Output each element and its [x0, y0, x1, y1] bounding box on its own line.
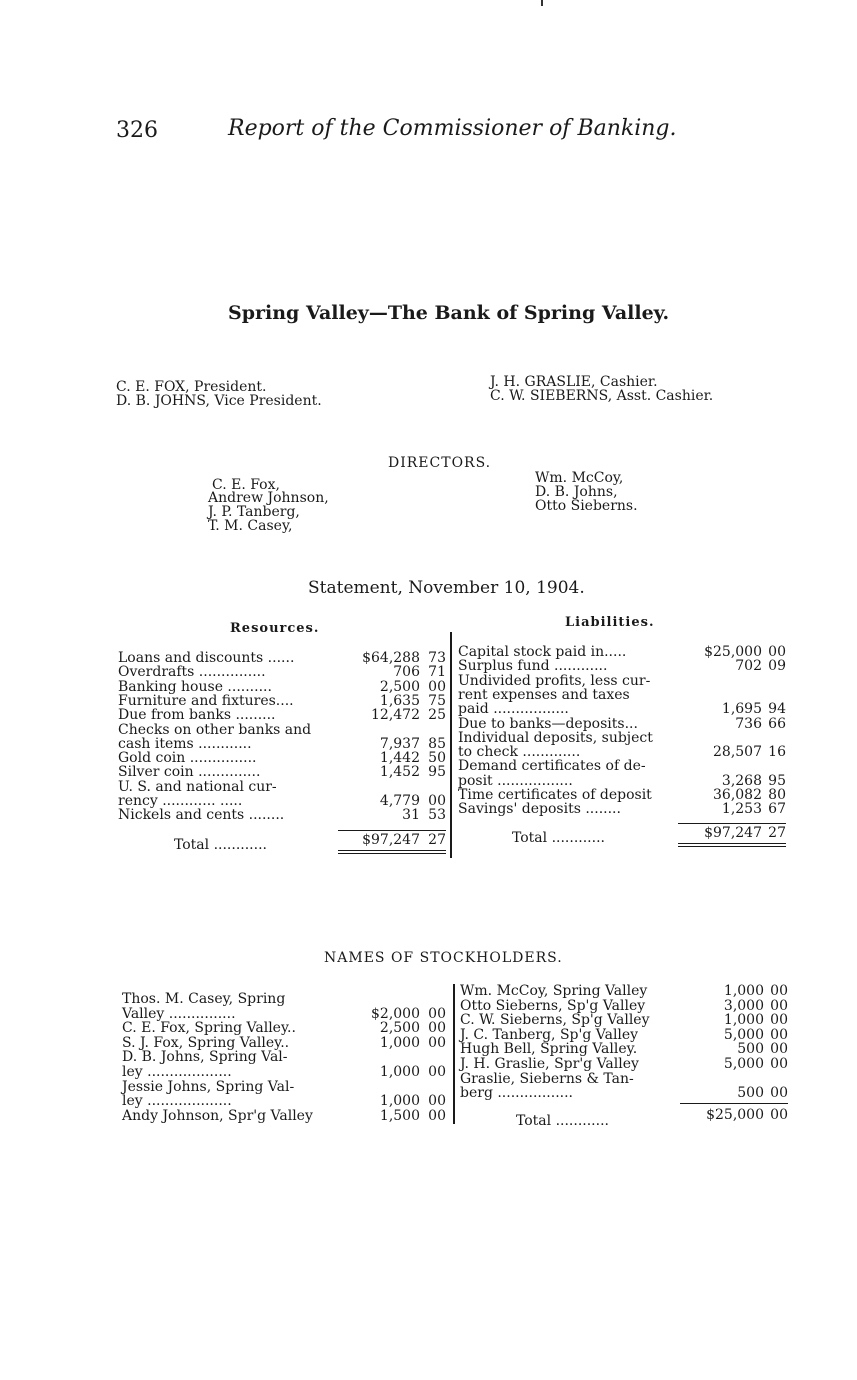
- stockholder-row-dollars: 1,500: [379, 1107, 420, 1124]
- resources-row-cents: 75: [428, 692, 446, 709]
- resources-total-dollars: $97,247: [362, 832, 420, 848]
- resources-row-cents: 73: [428, 650, 446, 666]
- liabilities-row-dollars: 702: [735, 658, 762, 675]
- resources-row-label: cash items ............: [118, 735, 252, 752]
- liabilities-row-label: Capital stock paid in.....: [458, 644, 627, 660]
- liabilities-row-label: Surplus fund ............: [458, 658, 608, 675]
- top-margin-mark: [541, 0, 543, 6]
- liabilities-row-cents: 00: [768, 644, 786, 660]
- resources-total-label: Total ............: [174, 837, 267, 853]
- resources-row-cents: 25: [428, 707, 446, 724]
- stockholders-heading: NAMES OF STOCKHOLDERS.: [324, 950, 563, 966]
- stockholder-row-dollars: 1,000: [723, 983, 764, 999]
- resources-row-dollars: 2,500: [379, 678, 420, 695]
- stockholder-row-dollars: 5,000: [723, 1026, 764, 1043]
- liabilities-row-dollars: $25,000: [704, 644, 762, 660]
- director-name: Andrew Johnson,: [208, 490, 329, 506]
- liabilities-total-rule: [678, 846, 786, 847]
- stockholder-row-dollars: 2,500: [379, 1020, 420, 1037]
- stockholder-row-dollars: $2,000: [371, 1005, 420, 1022]
- resources-total-cents: 27: [428, 832, 446, 848]
- liabilities-row-dollars: 1,253: [721, 801, 762, 818]
- liabilities-row-label: Undivided profits, less cur-: [458, 672, 651, 689]
- stockholders-total-rule: [680, 1103, 788, 1104]
- resources-row-dollars: 1,442: [379, 750, 420, 767]
- liabilities-row-cents: 09: [768, 658, 786, 675]
- stockholder-row-label: Otto Sieberns, Sp'g Valley: [460, 997, 646, 1014]
- stockholder-row-label: ley ...................: [122, 1093, 232, 1110]
- director-name: Wm. McCoy,: [535, 470, 624, 486]
- stockholder-row-label: Valley ...............: [122, 1005, 236, 1022]
- resources-row-cents: 00: [428, 678, 446, 695]
- resources-row-cents: 00: [428, 793, 446, 809]
- stockholder-row-label: C. E. Fox, Spring Valley..: [122, 1020, 296, 1037]
- director-name: T. M. Casey,: [208, 518, 293, 534]
- liabilities-row-label: to check .............: [458, 744, 581, 761]
- stockholder-row-label: Hugh Bell, Spring Valley.: [460, 1041, 638, 1058]
- stockholder-row-label: S. J. Fox, Spring Valley..: [122, 1034, 290, 1051]
- stockholder-row-label: J. H. Graslie, Spr'g Valley: [460, 1056, 639, 1072]
- stockholders-total-dollars: $25,000: [706, 1107, 764, 1123]
- resources-row-cents: 71: [428, 664, 446, 681]
- liabilities-row-label: Demand certificates of de-: [458, 758, 646, 775]
- director-name: D. B. Johns,: [535, 484, 618, 500]
- resources-row-label: Checks on other banks and: [118, 721, 312, 738]
- stockholder-row-cents: 00: [428, 1005, 446, 1022]
- officer-cashier: J. H. GRASLIE, Cashier.: [490, 374, 658, 390]
- liabilities-total-cents: 27: [768, 825, 786, 841]
- stockholder-row-dollars: 500: [737, 1041, 764, 1058]
- stockholder-row-cents: 00: [428, 1064, 446, 1080]
- officer-president: C. E. FOX, President.: [116, 379, 267, 395]
- stockholder-row-cents: 00: [770, 1012, 788, 1029]
- stockholder-row-dollars: 1,000: [379, 1064, 420, 1080]
- resources-row-label: U. S. and national cur-: [118, 778, 277, 795]
- liabilities-heading: Liabilities.: [565, 615, 655, 630]
- stockholder-row-label: Jessie Johns, Spring Val-: [122, 1078, 295, 1095]
- resources-row-label: Silver coin ..............: [118, 764, 261, 781]
- directors-heading: DIRECTORS.: [388, 455, 492, 471]
- statement-title: Statement, November 10, 1904.: [308, 578, 585, 598]
- liabilities-row-cents: 16: [768, 744, 786, 761]
- stockholder-row-label: Thos. M. Casey, Spring: [122, 991, 286, 1007]
- stockholder-row-dollars: 1,000: [723, 1012, 764, 1029]
- stockholders-total-cents: 00: [770, 1107, 788, 1123]
- stockholder-row-label: C. W. Sieberns, Sp'g Valley: [460, 1012, 650, 1029]
- resources-row-dollars: 7,937: [379, 735, 420, 752]
- stockholder-row-cents: 00: [428, 1034, 446, 1051]
- liabilities-row-dollars: 3,268: [721, 772, 762, 789]
- stockholder-row-dollars: 5,000: [723, 1056, 764, 1072]
- resources-heading: Resources.: [230, 621, 320, 636]
- column-divider: [450, 632, 452, 858]
- bank-title: Spring Valley—The Bank of Spring Valley.: [228, 302, 670, 324]
- resources-subtotal-rule: [338, 830, 446, 831]
- officer-asst-cashier: C. W. SIEBERNS, Asst. Cashier.: [490, 388, 714, 404]
- stockholder-row-cents: 00: [428, 1093, 446, 1110]
- liabilities-row-label: Time certificates of deposit: [458, 787, 652, 803]
- liabilities-row-cents: 80: [768, 787, 786, 803]
- stockholders-divider: [453, 984, 455, 1124]
- resources-row-dollars: 1,635: [379, 692, 420, 709]
- stockholder-row-label: ley ...................: [122, 1064, 232, 1080]
- resources-row-cents: 50: [428, 750, 446, 767]
- stockholder-row-cents: 00: [428, 1020, 446, 1037]
- liabilities-total-dollars: $97,247: [704, 825, 762, 841]
- resources-row-label: Overdrafts ...............: [118, 664, 266, 681]
- stockholder-row-label: Graslie, Sieberns & Tan-: [460, 1070, 634, 1087]
- resources-row-label: Banking house ..........: [118, 678, 272, 695]
- liabilities-total-rule: [678, 843, 786, 844]
- resources-row-dollars: 4,779: [379, 793, 420, 809]
- running-title: Report of the Commissioner of Banking.: [228, 116, 677, 141]
- stockholder-row-label: Wm. McCoy, Spring Valley: [460, 983, 648, 999]
- liabilities-row-dollars: 28,507: [713, 744, 762, 761]
- director-name: Otto Sieberns.: [535, 498, 638, 514]
- officer-vice-president: D. B. JOHNS, Vice President.: [116, 393, 322, 409]
- stockholder-row-cents: 00: [770, 1056, 788, 1072]
- stockholder-row-label: berg .................: [460, 1085, 574, 1102]
- resources-row-label: Nickels and cents ........: [118, 807, 285, 824]
- liabilities-row-label: Due to banks—deposits...: [458, 715, 638, 732]
- liabilities-row-label: paid .................: [458, 701, 569, 718]
- liabilities-row-label: Savings' deposits ........: [458, 801, 621, 818]
- liabilities-row-cents: 66: [768, 715, 786, 732]
- resources-total-rule: [338, 853, 446, 854]
- liabilities-row-dollars: 36,082: [713, 787, 762, 803]
- resources-row-dollars: 1,452: [379, 764, 420, 781]
- stockholder-row-cents: 00: [428, 1107, 446, 1124]
- page-number: 326: [116, 118, 158, 143]
- resources-row-label: Due from banks .........: [118, 707, 276, 724]
- director-name: J. P. Tanberg,: [208, 504, 300, 520]
- liabilities-row-label: rent expenses and taxes: [458, 686, 630, 703]
- resources-row-label: Furniture and fixtures....: [118, 692, 294, 709]
- resources-row-dollars: 12,472: [371, 707, 420, 724]
- resources-row-dollars: $64,288: [362, 650, 420, 666]
- stockholder-row-cents: 00: [770, 1085, 788, 1102]
- director-name: C. E. Fox,: [212, 477, 280, 493]
- stockholder-row-label: D. B. Johns, Spring Val-: [122, 1049, 288, 1066]
- resources-row-cents: 53: [428, 807, 446, 824]
- resources-row-label: rency ............ .....: [118, 793, 243, 809]
- liabilities-row-cents: 94: [768, 701, 786, 718]
- liabilities-row-label: posit .................: [458, 772, 573, 789]
- stockholder-row-cents: 00: [770, 1041, 788, 1058]
- resources-row-dollars: 31: [402, 807, 420, 824]
- stockholder-row-dollars: 1,000: [379, 1034, 420, 1051]
- stockholders-total-label: Total ............: [516, 1113, 609, 1129]
- resources-row-cents: 95: [428, 764, 446, 781]
- liabilities-row-cents: 95: [768, 772, 786, 789]
- stockholder-row-label: J. C. Tanberg, Sp'g Valley: [460, 1026, 639, 1043]
- resources-row-label: Gold coin ...............: [118, 750, 257, 767]
- stockholder-row-dollars: 1,000: [379, 1093, 420, 1110]
- stockholder-row-label: Andy Johnson, Spr'g Valley: [122, 1107, 313, 1124]
- stockholder-row-cents: 00: [770, 983, 788, 999]
- resources-row-cents: 85: [428, 735, 446, 752]
- resources-row-dollars: 706: [393, 664, 420, 681]
- stockholder-row-dollars: 500: [737, 1085, 764, 1102]
- liabilities-subtotal-rule: [678, 823, 786, 824]
- stockholder-row-cents: 00: [770, 997, 788, 1014]
- liabilities-total-label: Total ............: [512, 830, 605, 846]
- liabilities-row-cents: 67: [768, 801, 786, 818]
- resources-total-rule: [338, 850, 446, 851]
- stockholder-row-cents: 00: [770, 1026, 788, 1043]
- liabilities-row-dollars: 736: [735, 715, 762, 732]
- liabilities-row-dollars: 1,695: [721, 701, 762, 718]
- stockholder-row-dollars: 3,000: [723, 997, 764, 1014]
- resources-row-label: Loans and discounts ......: [118, 650, 295, 666]
- liabilities-row-label: Individual deposits, subject: [458, 729, 653, 746]
